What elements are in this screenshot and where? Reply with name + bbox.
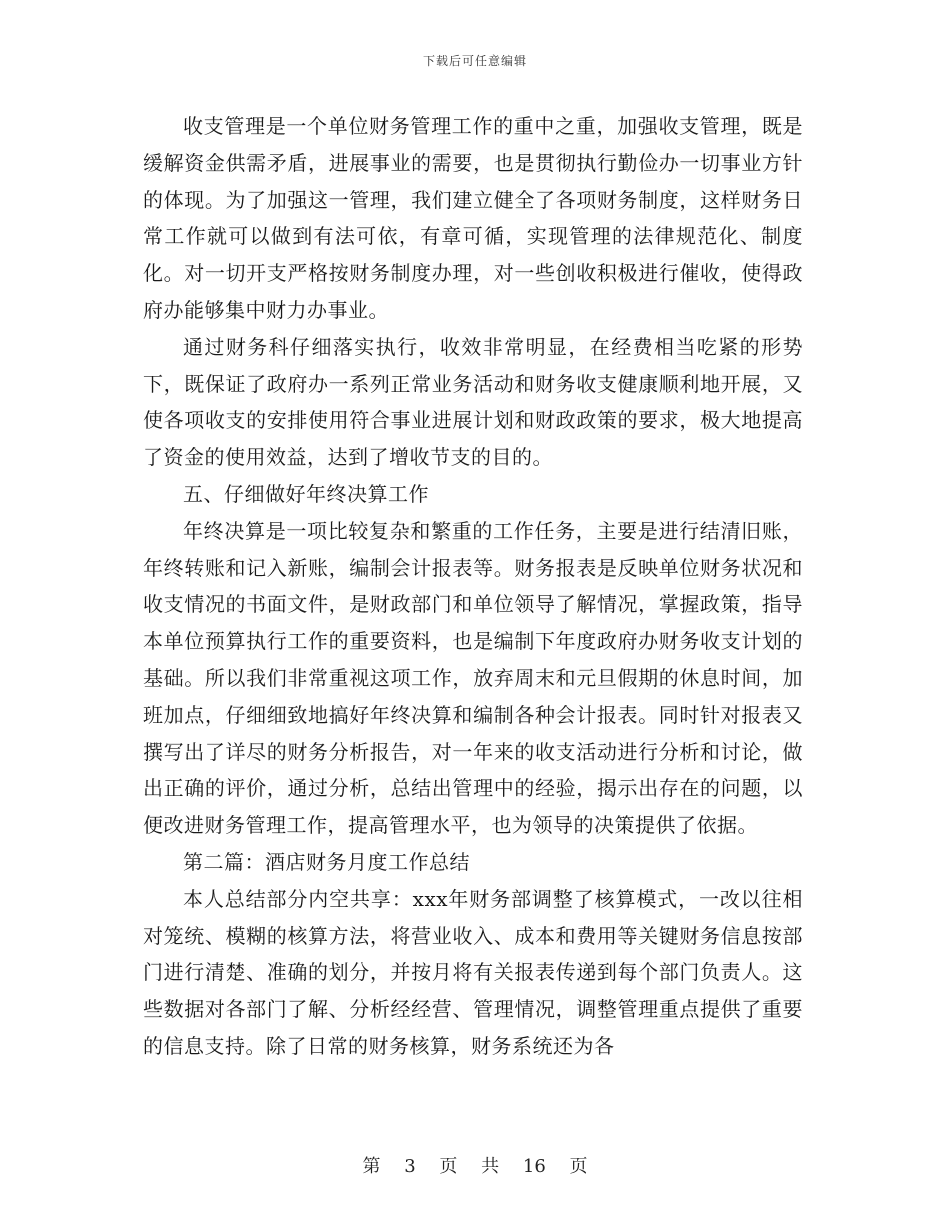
chapter-heading-hotel-finance: 第二篇：酒店财务月度工作总结 — [183, 849, 470, 874]
current-page-number: 3 — [404, 1156, 416, 1177]
footer-suffix: 页 — [569, 1156, 588, 1177]
total-page-count: 16 — [522, 1156, 546, 1177]
footer-page-word: 页 — [439, 1156, 458, 1177]
footer-total-word: 共 — [481, 1156, 500, 1177]
footer-prefix: 第 — [362, 1156, 381, 1177]
paragraph-implementation-results: 通过财务科仔细落实执行，收效非常明显，在经费相当吃紧的形势下，既保证了政府办一系列正常业务活动和财务收支健康顺利地开展，又使各项收支的安排使用符合事业进展计划和财政政策的要求，极大地提高了资金的使用效益，达到了增收节支的目的。 — [143, 334, 803, 470]
page-header: 下载后可任意编辑 — [422, 54, 527, 68]
paragraph-year-end-accounts: 年终决算是一项比较复杂和繁重的工作任务，主要是进行结清旧账，年终转账和记入新账，编制会计报表等。财务报表是反映单位财务状况和收支情况的书面文件，是财政部门和单位领导了解情况，掌握政策，指导本单位预算执行工作的重要资料，也是编制下年度政府办财务收支计划的基础。所以我们非常重视这项工作，放弃周末和元旦假期的休息时间，加班加点，仔细细致地搞好年终决算和编制各种会计报表。同时针对报表又撰写出了详尽的财务分析报告，对一年来的收支活动进行分析和讨论，做出正确的评价，通过分析，总结出管理中的经验，揭示出存在的问题，以便改进财务管理工作，提高管理水平，也为领导的决策提供了依据。 — [143, 518, 803, 838]
paragraph-income-expense-management: 收支管理是一个单位财务管理工作的重中之重，加强收支管理，既是缓解资金供需矛盾，进展事业的需要，也是贯彻执行勤俭办一切事业方针的体现。为了加强这一管理，我们建立健全了各项财务制度，这样财务日常工作就可以做到有法可依，有章可循，实现管理的法律规范化、制度化。对一切开支严格按财务制度办理，对一些创收积极进行催收，使得政府办能够集中财力办事业。 — [143, 114, 803, 322]
page-footer — [0, 1152, 950, 1178]
document-body — [143, 108, 803, 1065]
paragraph-hotel-finance-summary: 本人总结部分内空共享：xxx年财务部调整了核算模式，一改以往相对笼统、模糊的核算方法，将营业收入、成本和费用等关键财务信息按部门进行清楚、准确的划分，并按月将有关报表传递到每个部门负责人。这些数据对各部门了解、分析经经营、管理情况，调整管理重点提供了重要的信息支持。除了日常的财务核算，财务系统还为各 — [143, 886, 803, 1058]
section-heading-year-end-accounts: 五、仔细做好年终决算工作 — [183, 481, 429, 506]
